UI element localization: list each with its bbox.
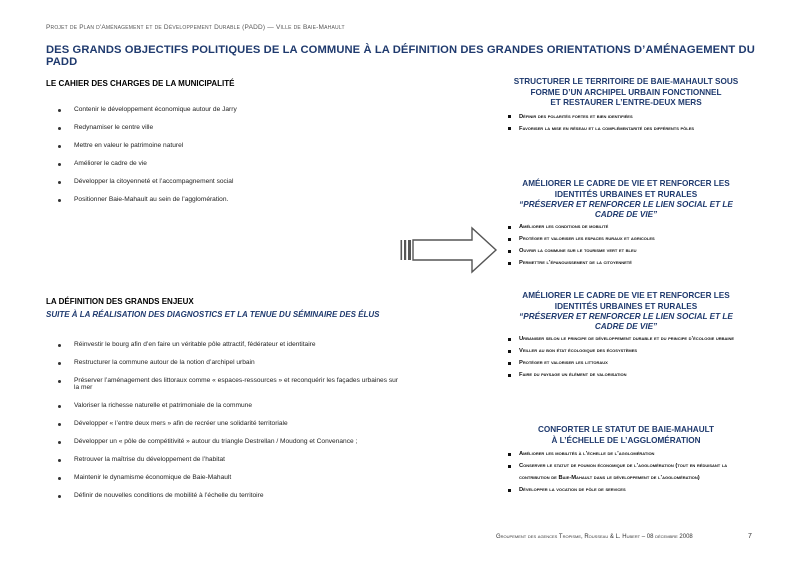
heading-line: AMÉLIORER LE CADRE DE VIE ET RENFORCER LES bbox=[522, 179, 730, 188]
orientation-list bbox=[506, 111, 746, 135]
list-item: Protéger et valoriser les littoraux bbox=[506, 357, 746, 369]
right-arrow-icon bbox=[400, 226, 498, 274]
orientation-subheading: “PRÉSERVER ET RENFORCER LE LIEN SOCIAL ET LE CADRE DE VIE” bbox=[519, 200, 733, 219]
list-item: Améliorer le cadre de vie bbox=[58, 160, 388, 167]
orientation-block-2 bbox=[506, 179, 746, 269]
cahier-list bbox=[58, 106, 388, 214]
list-item: Contenir le développement économique autour de Jarry bbox=[58, 106, 388, 113]
orientation-list bbox=[506, 221, 746, 269]
list-item: Permettre l’épanouissement de la citoyenneté bbox=[506, 257, 746, 269]
list-item: Améliorer les conditions de mobilité bbox=[506, 221, 746, 233]
orientation-heading bbox=[506, 425, 746, 446]
list-item: Développer un « pôle de compétitivité » autour du triangle Destrellan / Moudong et Convenance ; bbox=[58, 438, 398, 445]
list-item: Restructurer la commune autour de la notion d’archipel urbain bbox=[58, 359, 398, 366]
heading-line: AMÉLIORER LE CADRE DE VIE ET RENFORCER LES bbox=[522, 291, 730, 300]
list-item: Veiller au bon état écologique des écosystèmes bbox=[506, 345, 746, 357]
enjeux-subheading: SUITE À LA RÉALISATION DES DIAGNOSTICS ET LA TENUE DU SÉMINAIRE DES ÉLUS bbox=[46, 310, 380, 319]
list-item: Réinvestir le bourg afin d’en faire un véritable pôle attractif, fédérateur et identitaire bbox=[58, 341, 398, 348]
cahier-heading: LE CAHIER DES CHARGES DE LA MUNICIPALITÉ bbox=[46, 79, 235, 88]
orientation-list bbox=[506, 448, 746, 496]
list-item: Urbaniser selon le principe de développement durable et du principe d’écologie urbaine bbox=[506, 333, 746, 345]
list-item: Valoriser la richesse naturelle et patrimoniale de la commune bbox=[58, 402, 398, 409]
list-item: Ouvrir la commune sur le tourisme vert et bleu bbox=[506, 245, 746, 257]
orientation-block-1 bbox=[506, 77, 746, 135]
heading-line: STRUCTURER LE TERRITOIRE DE BAIE-MAHAULT SOUS bbox=[513, 77, 739, 86]
list-item: Définir de nouvelles conditions de mobilité à l’échelle du territoire bbox=[58, 492, 398, 499]
list-item: Retrouver la maîtrise du développement de l’habitat bbox=[58, 456, 398, 463]
orientation-block-3 bbox=[506, 291, 746, 381]
heading-line: IDENTITÉS URBAINES ET RURALES bbox=[554, 189, 698, 199]
orientation-list bbox=[506, 333, 746, 381]
orientation-heading bbox=[506, 77, 746, 109]
orientation-block-4 bbox=[506, 425, 746, 496]
list-item: Améliorer les mobilités à l’échelle de l’agglomération bbox=[506, 448, 746, 460]
list-item: Mettre en valeur le patrimoine naturel bbox=[58, 142, 388, 149]
list-item: Conserver le statut de poumon économique de l’agglomération (tout en réduisant la contribution de Baie-Mahault dans le développement de l’agglomération) bbox=[506, 460, 746, 484]
document-header: Projet de Plan d'Aménagement et de Développement Durable (PADD) — Ville de Baie-Mahault bbox=[46, 24, 345, 31]
heading-line: IDENTITÉS URBAINES ET RURALES bbox=[554, 301, 698, 311]
enjeux-heading: LA DÉFINITION DES GRANDS ENJEUX bbox=[46, 297, 194, 306]
list-item: Positionner Baie-Mahault au sein de l’agglomération. bbox=[58, 196, 388, 203]
list-item: Maintenir le dynamisme économique de Baie-Mahault bbox=[58, 474, 398, 481]
heading-line: FORME D’UN ARCHIPEL URBAIN FONCTIONNEL bbox=[530, 87, 722, 97]
list-item: Protéger et valoriser les espaces ruraux et agricoles bbox=[506, 233, 746, 245]
heading-line: CONFORTER LE STATUT DE BAIE-MAHAULT bbox=[537, 425, 714, 434]
page-title: DES GRANDS OBJECTIFS POLITIQUES DE LA COMMUNE À LA DÉFINITION DES GRANDES ORIENTATIONS D’AMÉNAGEMENT DU PADD bbox=[46, 44, 755, 68]
orientation-subheading: “PRÉSERVER ET RENFORCER LE LIEN SOCIAL ET LE CADRE DE VIE” bbox=[519, 312, 733, 331]
orientation-heading bbox=[506, 291, 746, 312]
heading-line: ET RESTAURER L’ENTRE-DEUX MERS bbox=[550, 98, 702, 107]
list-item: Définir des polarités fortes et bien identifiées bbox=[506, 111, 746, 123]
list-item: Favoriser la mise en réseau et la complémentarité des différents pôles bbox=[506, 123, 746, 135]
list-item: Développer la citoyenneté et l’accompagnement social bbox=[58, 178, 388, 185]
orientation-heading bbox=[506, 179, 746, 200]
list-item: Développer la vocation de pôle de services bbox=[506, 484, 746, 496]
list-item: Préserver l’aménagement des littoraux comme « espaces-ressources » et reconquérir les façades urbaines sur la mer bbox=[58, 377, 398, 391]
enjeux-list bbox=[58, 341, 398, 510]
footer-credits: Groupement des agences Tropisme, Rousseau & L. Hubert – 08 décembre 2008 bbox=[496, 534, 693, 540]
list-item: Redynamiser le centre ville bbox=[58, 124, 388, 131]
list-item: Faire du paysage un élément de valorisation bbox=[506, 369, 746, 381]
heading-line: À L’ÉCHELLE DE L’AGGLOMÉRATION bbox=[551, 435, 701, 445]
page-number: 7 bbox=[748, 533, 752, 540]
list-item: Développer « l’entre deux mers » afin de recréer une solidarité territoriale bbox=[58, 420, 398, 427]
